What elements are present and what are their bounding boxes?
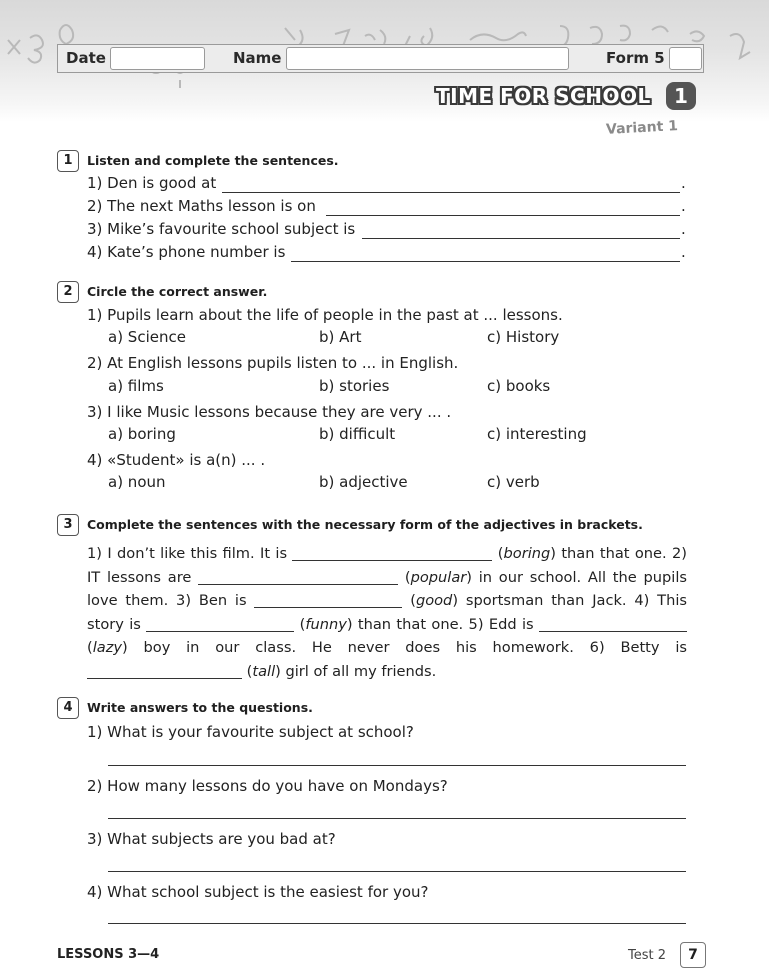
task-4-question-2: 2) How many lessons do you have on Mondays? [87, 777, 448, 795]
period: . [681, 243, 686, 261]
task-number-badge: 3 [57, 514, 79, 536]
adjective-hint: good [415, 592, 453, 609]
task-1-item-3: 3) Mike’s favourite school subject is [87, 220, 356, 238]
task-2-question-3: 3) I like Music lessons because they are very ... . [87, 403, 452, 421]
form-field[interactable] [669, 47, 702, 70]
adjective-hint: popular [410, 568, 467, 586]
answer-blank[interactable] [362, 238, 680, 239]
name-field[interactable] [286, 47, 569, 70]
task-1-item-1: 1) Den is good at [87, 174, 217, 192]
task-2-question-1: 1) Pupils learn about the life of people in the past at ... lessons. [87, 306, 563, 324]
text-segment: girl of all my friends. [285, 662, 437, 680]
info-bar [57, 44, 704, 73]
header-band [0, 0, 769, 122]
name-label: Name [233, 49, 282, 67]
option-a[interactable]: a) films [108, 377, 164, 395]
adjective-hint: boring [503, 545, 551, 562]
answer-line[interactable] [108, 871, 686, 872]
answer-blank[interactable] [539, 615, 687, 632]
option-c[interactable]: c) books [487, 377, 551, 395]
text-segment: 1) I don’t like this film. It is [87, 545, 288, 562]
answer-line[interactable] [108, 765, 686, 766]
unit-number-badge: 1 [666, 82, 696, 110]
answer-blank[interactable] [326, 215, 680, 216]
period: . [681, 174, 686, 192]
answer-blank[interactable] [254, 591, 402, 608]
answer-line[interactable] [108, 818, 686, 819]
answer-line[interactable] [108, 923, 686, 924]
task-2-question-2: 2) At English lessons pupils listen to ... in English. [87, 354, 459, 372]
task-instruction: Listen and complete the sentences. [87, 153, 339, 168]
task-1-item-4: 4) Kate’s phone number is [87, 243, 286, 261]
task-number-badge: 4 [57, 697, 79, 719]
task-number-badge: 2 [57, 281, 79, 303]
adjective-hint: lazy [92, 639, 122, 656]
answer-blank[interactable] [87, 662, 242, 679]
task-1-item-2: 2) The next Maths lesson is on [87, 197, 316, 215]
lessons-label: LESSONS 3—4 [57, 947, 160, 962]
task-2-question-4: 4) «Student» is a(n) ... . [87, 451, 266, 469]
text-segment: boy in our class. He never does his homework. 6) Betty is [143, 639, 687, 656]
adjective-hint: funny [305, 615, 347, 633]
unit-title: TIME FOR SCHOOL [436, 84, 651, 108]
task-instruction: Circle the correct answer. [87, 284, 268, 299]
form-label: Form 5 [606, 49, 665, 67]
text-segment: sportsman than Jack. 4) This story is [87, 592, 688, 633]
answer-blank[interactable] [198, 568, 398, 585]
date-field[interactable] [110, 47, 205, 70]
period: . [681, 220, 686, 238]
answer-blank[interactable] [146, 615, 294, 632]
task-number-badge: 1 [57, 150, 79, 172]
option-c[interactable]: c) History [487, 328, 560, 346]
task-3-paragraph: 1) I don’t like this film. It is (boring) than that one. 2) IT lessons are (popular) in our school. All the pupils love them. 3) Ben is (good) sportsman than Jack. 4) This story is (funny) than that one. 5) Edd is (lazy) boy in our class. He never does his homework. 6) Betty is (tall) girl of all my friends. [87, 545, 688, 680]
option-c[interactable]: c) verb [487, 473, 540, 491]
text-segment: than that one. 2) IT lessons are [87, 545, 687, 586]
task-4-question-3: 3) What subjects are you bad at? [87, 830, 336, 848]
option-b[interactable]: b) Art [319, 328, 362, 346]
answer-blank[interactable] [291, 261, 680, 262]
option-b[interactable]: b) adjective [319, 473, 408, 491]
option-a[interactable]: a) noun [108, 473, 166, 491]
period: . [681, 197, 686, 215]
task-4-question-4: 4) What school subject is the easiest for you? [87, 883, 429, 901]
option-b[interactable]: b) difficult [319, 425, 396, 443]
option-c[interactable]: c) interesting [487, 425, 587, 443]
task-instruction: Complete the sentences with the necessary form of the adjectives in brackets. [87, 517, 643, 532]
task-instruction: Write answers to the questions. [87, 700, 313, 715]
page-number: 7 [680, 942, 706, 968]
answer-blank[interactable] [222, 192, 680, 193]
test-label: Test 2 [628, 948, 667, 963]
option-a[interactable]: a) Science [108, 328, 186, 346]
date-label: Date [66, 49, 106, 67]
option-a[interactable]: a) boring [108, 425, 176, 443]
task-4-question-1: 1) What is your favourite subject at school? [87, 723, 414, 741]
adjective-hint: tall [252, 662, 276, 680]
option-b[interactable]: b) stories [319, 377, 390, 395]
text-segment: in our school. All the pupils love them. 3) Ben is [87, 568, 687, 609]
answer-blank[interactable] [292, 544, 492, 561]
variant-label: Variant 1 [605, 118, 679, 138]
text-segment: than that one. 5) Edd is [357, 615, 534, 633]
